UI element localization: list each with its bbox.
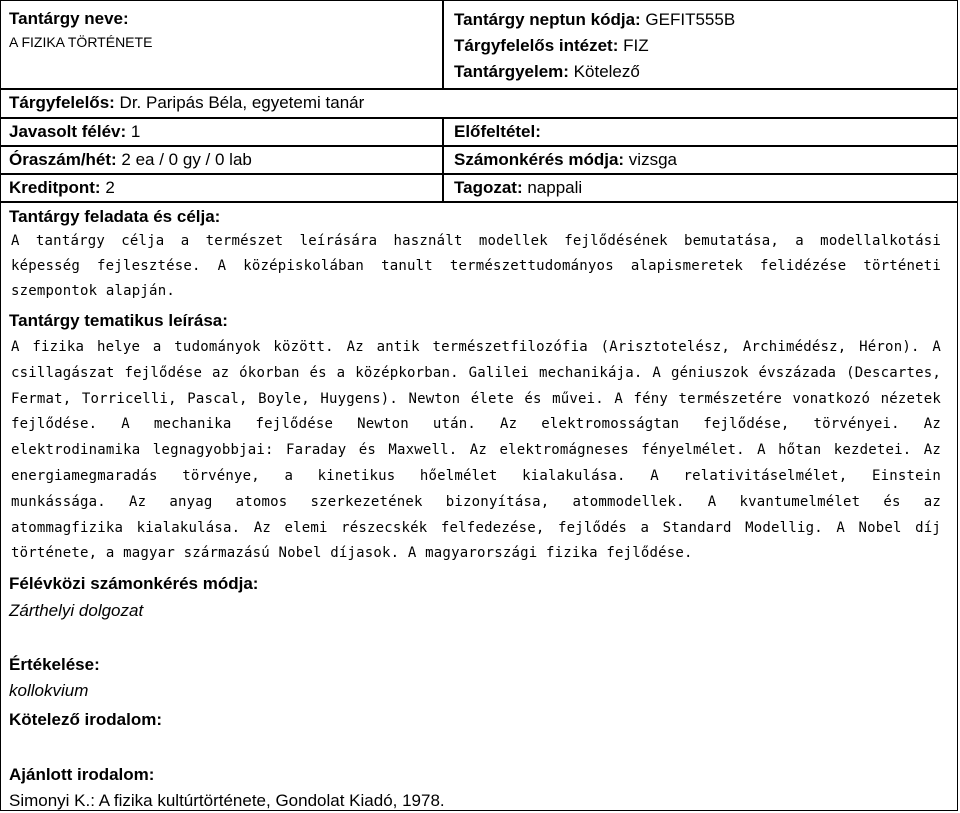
- topics-line: munkássága. Az anyag atomos szerkezetének bizonyítása, atommodellek. A kvantumelmélet és az: [11, 494, 941, 510]
- neptun-label: Tantárgy neptun kódja:: [454, 10, 641, 29]
- institute-label: Tárgyfelelős intézet:: [454, 36, 619, 55]
- header-row-4: [1, 145, 957, 173]
- recommended-literature-value: Simonyi K.: A fizika kultúrtörténete, Gondolat Kiadó, 1978.: [9, 791, 445, 810]
- institute-value: FIZ: [618, 36, 649, 55]
- track: [442, 178, 957, 198]
- element-value: Kötelező: [568, 62, 640, 81]
- institute: [454, 33, 957, 59]
- midterm-value: Zárthelyi dolgozat: [9, 601, 144, 620]
- recommended-literature-label: Ajánlott irodalom:: [9, 765, 155, 784]
- midterm-label: Félévközi számonkérés módja:: [9, 574, 259, 593]
- course-name-value: A FIZIKA TÖRTÉNETE: [9, 34, 153, 50]
- prerequisite: [442, 122, 957, 142]
- evaluation-value: kollokvium: [9, 681, 89, 700]
- hours-label: Óraszám/hét:: [9, 150, 117, 169]
- course-name-label: Tantárgy neve:: [9, 9, 129, 28]
- topics-line: energiamegmaradás törvénye, a kinetikus hőelmélet kialakulása. A relativitáselmélet, Einstein: [11, 468, 941, 484]
- mandatory-literature-label: Kötelező irodalom:: [9, 710, 163, 729]
- topics-line: csillagászat fejlődése az ókorban és a középkorban. Galilei mechanikája. A géniuszok évszázada (Descartes,: [11, 365, 941, 381]
- responsible-value: Dr. Paripás Béla, egyetemi tanár: [114, 93, 365, 112]
- topics-label: Tantárgy tematikus leírása:: [9, 311, 228, 330]
- goal-line: A tantárgy célja a természet leírására használt modellek fejlődésének bemutatása, a modellalkotási: [11, 233, 941, 249]
- exam-type: [442, 150, 957, 170]
- header-row-2: [1, 88, 957, 117]
- hours-value: 2 ea / 0 gy / 0 lab: [116, 150, 252, 169]
- topics-line: A fizika helye a tudományok között. Az antik természetfilozófia (Arisztotelész, Archimédész, Héron). A: [11, 339, 941, 355]
- column-divider: [442, 1, 444, 88]
- course-element: [454, 59, 957, 85]
- course-body: [1, 201, 957, 810]
- column-divider: [442, 119, 444, 147]
- credit-value: 2: [100, 178, 115, 197]
- semester-label: Javasolt félév:: [9, 122, 127, 141]
- responsible-label: Tárgyfelelős:: [9, 93, 115, 112]
- topics-line: története, a magyar származású Nobel díjasok. A magyarországi fizika fejlődése.: [11, 545, 693, 561]
- goal-line: szempontok alapján.: [11, 283, 175, 299]
- hours: [1, 150, 442, 170]
- evaluation-label: Értékelése:: [9, 655, 100, 674]
- neptun-code: [454, 7, 957, 33]
- track-value: nappali: [522, 178, 583, 197]
- goal-line: képesség fejlesztése. A középiskolában tanult természettudományos alapismeretek felidézése történeti: [11, 258, 941, 274]
- exam-value: vizsga: [624, 150, 677, 169]
- header-row-1: [1, 1, 957, 88]
- header-row-5: [1, 173, 957, 201]
- element-label: Tantárgyelem:: [454, 62, 569, 81]
- column-divider: [442, 147, 444, 175]
- semester-value: 1: [126, 122, 141, 141]
- credit-label: Kreditpont:: [9, 178, 101, 197]
- prereq-label: Előfeltétel:: [454, 122, 541, 141]
- track-label: Tagozat:: [454, 178, 523, 197]
- topics-line: fejlődése. A mechanika fejlődése Newton után. Az elektromosságtan fejlődése, törvényei. Az: [11, 416, 941, 432]
- responsible: [1, 93, 957, 113]
- goal-label: Tantárgy feladata és célja:: [9, 207, 221, 226]
- header-row-3: [1, 117, 957, 145]
- topics-line: Fermat, Torricelli, Pascal, Boyle, Huygens). Newton élete és művei. A fény természetére vonatkozó nézetek: [11, 391, 941, 407]
- exam-label: Számonkérés módja:: [454, 150, 625, 169]
- credit: [1, 178, 442, 198]
- neptun-value: GEFIT555B: [640, 10, 736, 29]
- topics-line: atommagfizika kialakulása. Az elemi részecskék felfedezése, fejlődés a Standard Modellig. A Nobel díj: [11, 520, 941, 536]
- column-divider: [442, 175, 444, 203]
- semester: [1, 122, 442, 142]
- topics-line: elektrodinamika legnagyobbjai: Faraday és Maxwell. Az elektromágneses fényelmélet. A hőtan kezdetei. Az: [11, 442, 941, 458]
